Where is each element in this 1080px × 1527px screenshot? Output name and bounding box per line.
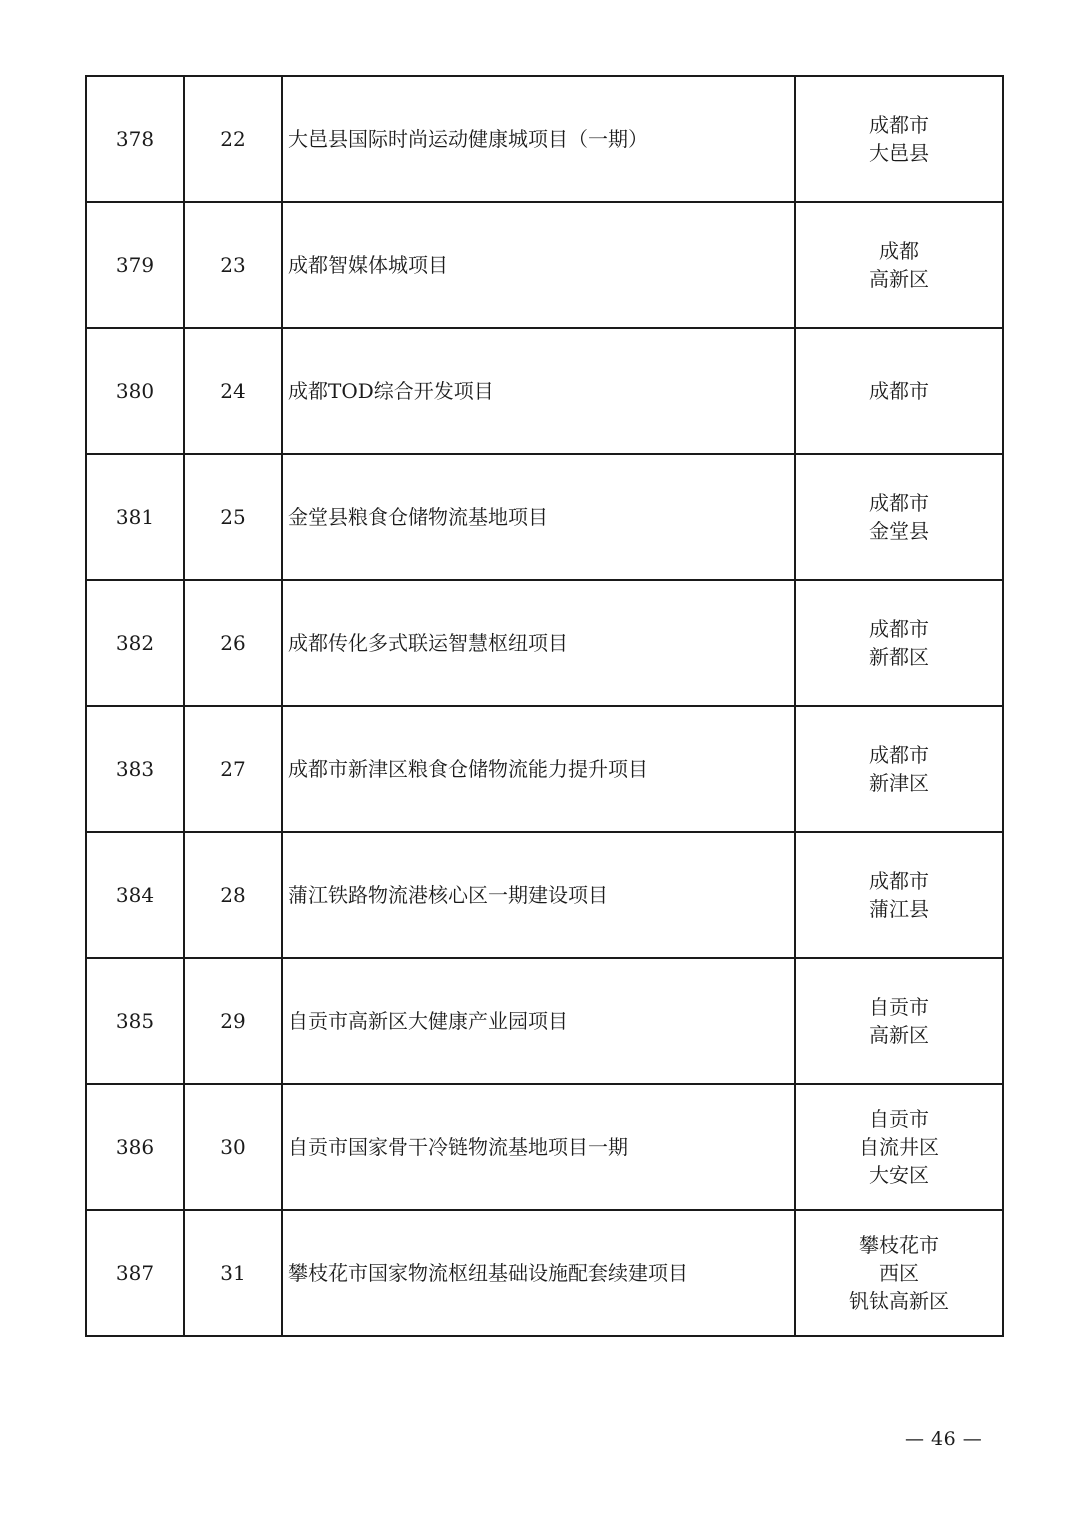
location-line: 成都市 (869, 491, 929, 515)
project-name-cell: 成都传化多式联运智慧枢纽项目 (282, 580, 795, 706)
sequence-number-cell: 25 (184, 454, 282, 580)
location-cell (795, 202, 1003, 328)
total-number-cell: 380 (86, 328, 184, 454)
project-table (85, 75, 1004, 1337)
table-row (86, 1210, 1003, 1336)
location-cell (795, 76, 1003, 202)
total-number-cell: 378 (86, 76, 184, 202)
location-line: 成都市 (869, 743, 929, 767)
location-line: 攀枝花市 (859, 1233, 939, 1257)
location-cell (795, 580, 1003, 706)
project-name-cell: 自贡市高新区大健康产业园项目 (282, 958, 795, 1084)
location-line: 高新区 (869, 267, 929, 291)
project-name-cell: 金堂县粮食仓储物流基地项目 (282, 454, 795, 580)
project-table-body (86, 76, 1003, 1336)
location-line: 成都市 (869, 869, 929, 893)
location-line: 自贡市 (869, 995, 929, 1019)
location-line: 成都市 (869, 617, 929, 641)
table-row (86, 958, 1003, 1084)
total-number-cell: 383 (86, 706, 184, 832)
sequence-number-cell: 27 (184, 706, 282, 832)
table-row (86, 832, 1003, 958)
total-number-cell: 384 (86, 832, 184, 958)
project-name-cell: 大邑县国际时尚运动健康城项目（一期） (282, 76, 795, 202)
location-line: 大邑县 (869, 141, 929, 165)
sequence-number-cell: 22 (184, 76, 282, 202)
table-row (86, 1084, 1003, 1210)
project-name-cell: 自贡市国家骨干冷链物流基地项目一期 (282, 1084, 795, 1210)
sequence-number-cell: 30 (184, 1084, 282, 1210)
location-line: 成都 (879, 239, 919, 263)
location-cell (795, 958, 1003, 1084)
sequence-number-cell: 26 (184, 580, 282, 706)
project-name-cell: 成都市新津区粮食仓储物流能力提升项目 (282, 706, 795, 832)
project-name-cell: 成都智媒体城项目 (282, 202, 795, 328)
location-cell (795, 328, 1003, 454)
page-number: — 46 — (905, 1428, 983, 1450)
total-number-cell: 386 (86, 1084, 184, 1210)
location-cell (795, 1084, 1003, 1210)
location-line: 大安区 (869, 1163, 929, 1187)
total-number-cell: 385 (86, 958, 184, 1084)
total-number-cell: 379 (86, 202, 184, 328)
location-cell (795, 832, 1003, 958)
total-number-cell: 381 (86, 454, 184, 580)
sequence-number-cell: 23 (184, 202, 282, 328)
location-line: 自流井区 (859, 1135, 939, 1159)
total-number-cell: 382 (86, 580, 184, 706)
table-row (86, 328, 1003, 454)
location-line: 西区 (879, 1261, 919, 1285)
location-cell (795, 454, 1003, 580)
table-row (86, 76, 1003, 202)
location-line: 新津区 (869, 771, 929, 795)
sequence-number-cell: 24 (184, 328, 282, 454)
location-line: 金堂县 (869, 519, 929, 543)
total-number-cell: 387 (86, 1210, 184, 1336)
sequence-number-cell: 31 (184, 1210, 282, 1336)
project-name-cell: 蒲江铁路物流港核心区一期建设项目 (282, 832, 795, 958)
table-row (86, 706, 1003, 832)
table-row (86, 580, 1003, 706)
location-line: 高新区 (869, 1023, 929, 1047)
sequence-number-cell: 29 (184, 958, 282, 1084)
location-cell (795, 1210, 1003, 1336)
sequence-number-cell: 28 (184, 832, 282, 958)
location-line: 新都区 (869, 645, 929, 669)
project-name-cell: 成都TOD综合开发项目 (282, 328, 795, 454)
location-line: 成都市 (869, 379, 929, 403)
location-line: 自贡市 (869, 1107, 929, 1131)
project-name-cell: 攀枝花市国家物流枢纽基础设施配套续建项目 (282, 1210, 795, 1336)
table-row (86, 454, 1003, 580)
location-line: 成都市 (869, 113, 929, 137)
location-cell (795, 706, 1003, 832)
location-line: 蒲江县 (869, 897, 929, 921)
table-row (86, 202, 1003, 328)
location-line: 钒钛高新区 (849, 1289, 949, 1313)
